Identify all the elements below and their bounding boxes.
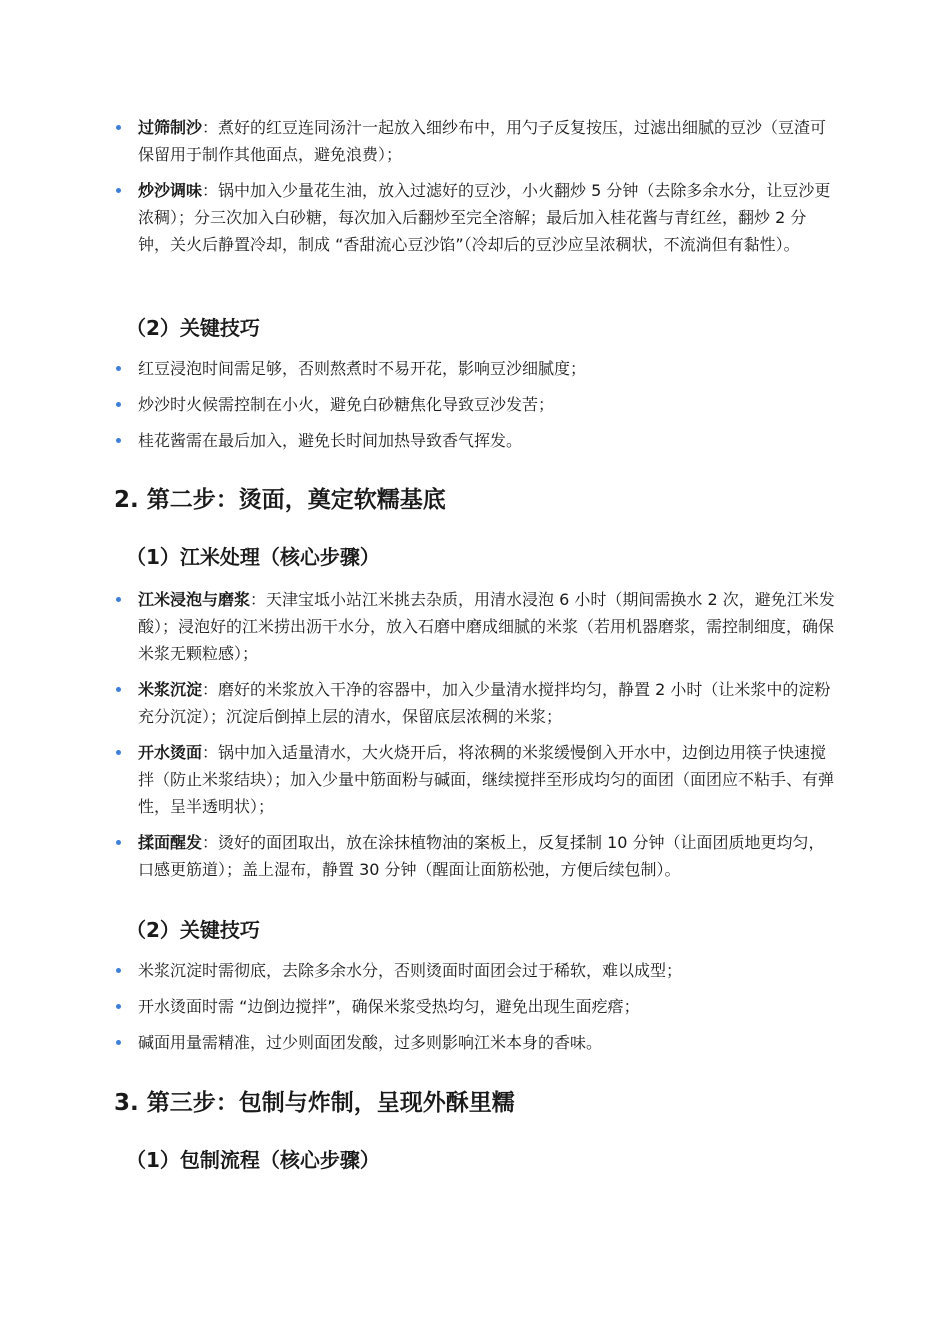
rice-processing-list xyxy=(114,586,838,892)
list-item xyxy=(114,177,838,258)
list-item: 碱面用量需精准，过少则面团发酸，过多则影响江米本身的香味。 xyxy=(114,1029,838,1056)
list-item: 米浆沉淀时需彻底，去除多余水分，否则烫面时面团会过于稀软，难以成型； xyxy=(114,957,838,984)
step-term: 揉面醒发 xyxy=(138,833,203,852)
list-item: 红豆浸泡时间需足够，否则熬煮时不易开花，影响豆沙细腻度； xyxy=(114,355,838,382)
step-text: ：锅中加入少量花生油，放入过滤好的豆沙，小火翻炒 5 分钟（去除多余水分，让豆沙更浓稠）；分三次加入白砂糖，每次加入后翻炒至完全溶解；最后加入桂花酱与青红丝，翻炒 2 分钟，关火后静置冷却，制成 “香甜流心豆沙馅”（冷却后的豆沙应呈浓稠状，不流淌但有黏性）。 xyxy=(138,181,831,254)
step-text: ：天津宝坻小站江米挑去杂质，用清水浸泡 6 小时（期间需换水 2 次，避免江米发酸）；浸泡好的江米捞出沥干水分，放入石磨中磨成细腻的米浆（若用机器磨浆，需控制细度，确保米浆无颗粒感）； xyxy=(138,590,835,663)
section1-tips-list xyxy=(114,355,838,463)
list-item xyxy=(114,676,838,730)
section2-tips-heading: （2）关键技巧 xyxy=(126,918,260,942)
list-item: 桂花酱需在最后加入，避免长时间加热导致香气挥发。 xyxy=(114,427,838,454)
list-item xyxy=(114,739,838,820)
step-term: 江米浸泡与磨浆 xyxy=(138,590,251,609)
section2-heading: 2. 第二步：烫面，奠定软糯基底 xyxy=(114,487,446,513)
step-term: 开水烫面 xyxy=(138,743,203,762)
step-term: 炒沙调味 xyxy=(138,181,203,200)
step-term: 过筛制沙 xyxy=(138,118,203,137)
section2-sub1-heading: （1）江米处理（核心步骤） xyxy=(126,545,380,569)
section2-tips-list xyxy=(114,957,838,1065)
list-item xyxy=(114,829,838,883)
section1-tips-heading: （2）关键技巧 xyxy=(126,316,260,340)
step-text: ：磨好的米浆放入干净的容器中，加入少量清水搅拌均匀，静置 2 小时（让米浆中的淀粉充分沉淀）；沉淀后倒掉上层的清水，保留底层浓稠的米浆； xyxy=(138,680,831,726)
section3-heading: 3. 第三步：包制与炸制，呈现外酥里糯 xyxy=(114,1090,515,1116)
list-item: 开水烫面时需 “边倒边搅拌”，确保米浆受热均匀，避免出现生面疙瘩； xyxy=(114,993,838,1020)
list-item xyxy=(114,114,838,168)
bean-paste-steps-list xyxy=(114,114,838,267)
step-text: ：烫好的面团取出，放在涂抹植物油的案板上，反复揉制 10 分钟（让面团质地更均匀，口感更筋道）；盖上湿布，静置 30 分钟（醒面让面筋松弛，方便后续包制）。 xyxy=(138,833,825,879)
list-item xyxy=(114,586,838,667)
step-text: ：锅中加入适量清水，大火烧开后，将浓稠的米浆缓慢倒入开水中，边倒边用筷子快速搅拌（防止米浆结块）；加入少量中筋面粉与碱面，继续搅拌至形成均匀的面团（面团应不粘手、有弹性，呈半透明状）； xyxy=(138,743,835,816)
step-term: 米浆沉淀 xyxy=(138,680,203,699)
list-item: 炒沙时火候需控制在小火，避免白砂糖焦化导致豆沙发苦； xyxy=(114,391,838,418)
step-text: ：煮好的红豆连同汤汁一起放入细纱布中，用勺子反复按压，过滤出细腻的豆沙（豆渣可保留用于制作其他面点，避免浪费）； xyxy=(138,118,827,164)
section3-sub1-heading: （1）包制流程（核心步骤） xyxy=(126,1148,380,1172)
